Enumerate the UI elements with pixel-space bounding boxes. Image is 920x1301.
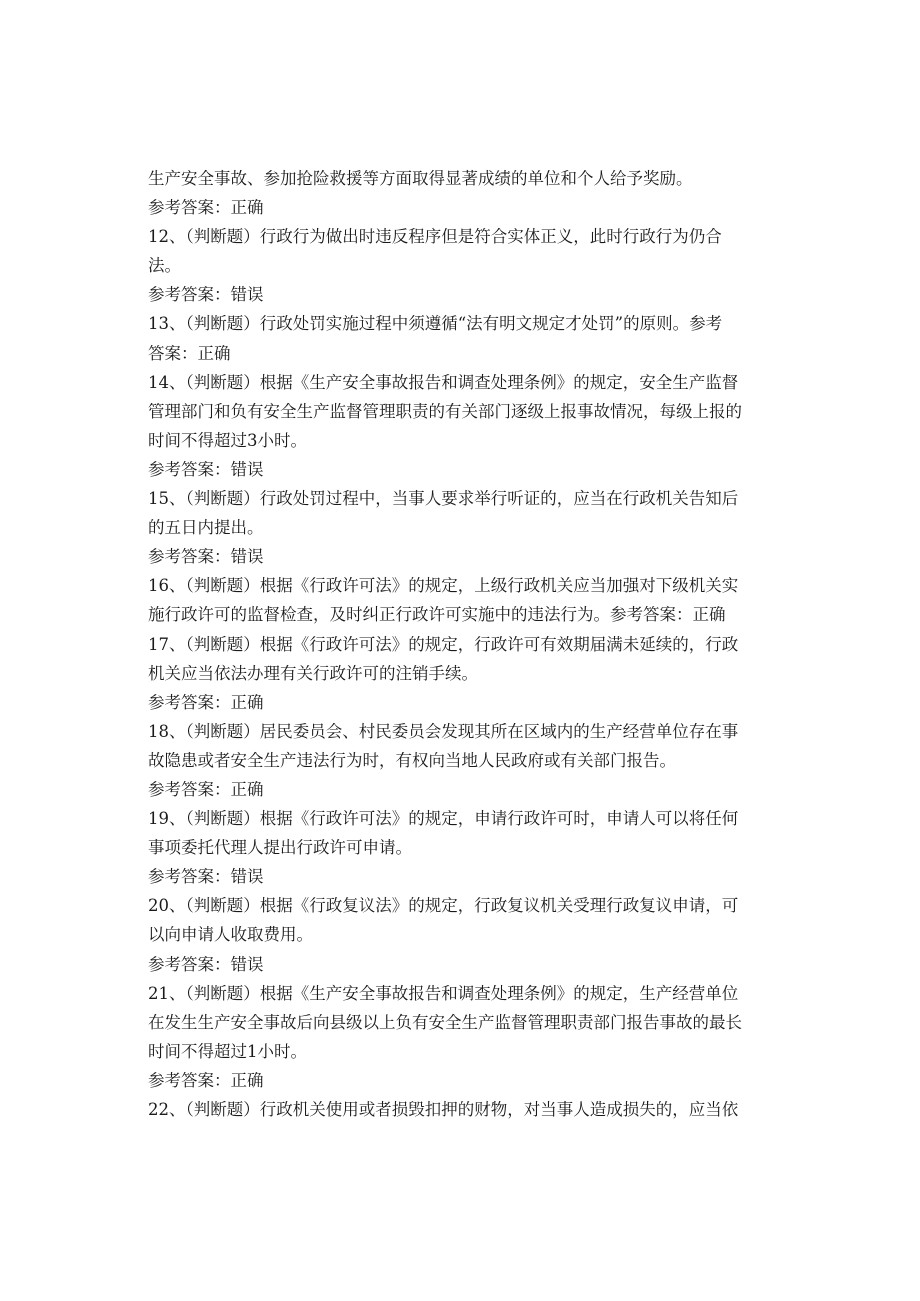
text-line: 时间不得超过1小时。 [148,1041,307,1061]
question-line: 16、（判断题）根据《行政许可法》的规定，上级行政机关应当加强对下级机关实 [148,576,739,596]
question-line: 21、（判断题）根据《生产安全事故报告和调查处理条例》的规定，生产经营单位 [148,983,739,1003]
text-line: 以向申请人收取费用。 [148,925,313,945]
text-line: 生产安全事故、参加抢险救援等方面取得显著成绩的单位和个人给予奖励。 [148,169,693,188]
question-line: 12、（判断题）行政行为做出时违反程序但是符合实体正义，此时行政行为仍合 [148,227,722,247]
text-line: 管理部门和负有安全生产监督管理职责的有关部门逐级上报事故情况，每级上报的 [148,401,742,421]
answer-line: 参考答案：错误 [148,867,264,887]
answer-line: 参考答案：错误 [148,547,264,567]
question-line: 15、（判断题）行政处罚过程中，当事人要求举行听证的，应当在行政机关告知后 [148,489,739,509]
text-line: 时间不得超过3小时。 [148,430,307,450]
answer-line: 参考答案：正确 [148,692,264,712]
text-line: 施行政许可的监督检查，及时纠正行政许可实施中的违法行为。参考答案：正确 [148,605,726,625]
answer-line: 参考答案：正确 [148,198,264,218]
answer-line: 参考答案：正确 [148,1070,264,1090]
answer-line: 参考答案：错误 [148,954,264,974]
answer-line: 参考答案：正确 [148,779,264,799]
question-line: 20、（判断题）根据《行政复议法》的规定，行政复议机关受理行政复议申请，可 [148,896,739,916]
text-line: 在发生生产安全事故后向县级以上负有安全生产监督管理职责部门报告事故的最长 [148,1012,742,1032]
answer-line: 答案：正确 [148,343,231,363]
question-line: 17、（判断题）根据《行政许可法》的规定，行政许可有效期届满未延续的，行政 [148,634,739,654]
text-line: 的五日内提出。 [148,518,264,538]
document-body [148,164,770,1124]
answer-line: 参考答案：错误 [148,459,264,479]
text-line: 故隐患或者安全生产违法行为时，有权向当地人民政府或有关部门报告。 [148,750,676,770]
question-line: 14、（判断题）根据《生产安全事故报告和调查处理条例》的规定，安全生产监督 [148,372,739,392]
question-line: 19、（判断题）根据《行政许可法》的规定，申请行政许可时，申请人可以将任何 [148,809,739,829]
text-line: 法。 [148,256,181,276]
answer-line: 参考答案：错误 [148,285,264,305]
question-line: 13、（判断题）行政处罚实施过程中须遵循“法有明文规定才处罚”的原则。参考 [148,314,723,334]
text-line: 事项委托代理人提出行政许可申请。 [148,838,412,858]
question-line: 18、（判断题）居民委员会、村民委员会发现其所在区域内的生产经营单位存在事 [148,721,739,741]
question-line: 22、（判断题）行政机关使用或者损毁扣押的财物，对当事人造成损失的，应当依 [148,1100,739,1119]
text-line: 机关应当依法办理有关行政许可的注销手续。 [148,663,478,683]
